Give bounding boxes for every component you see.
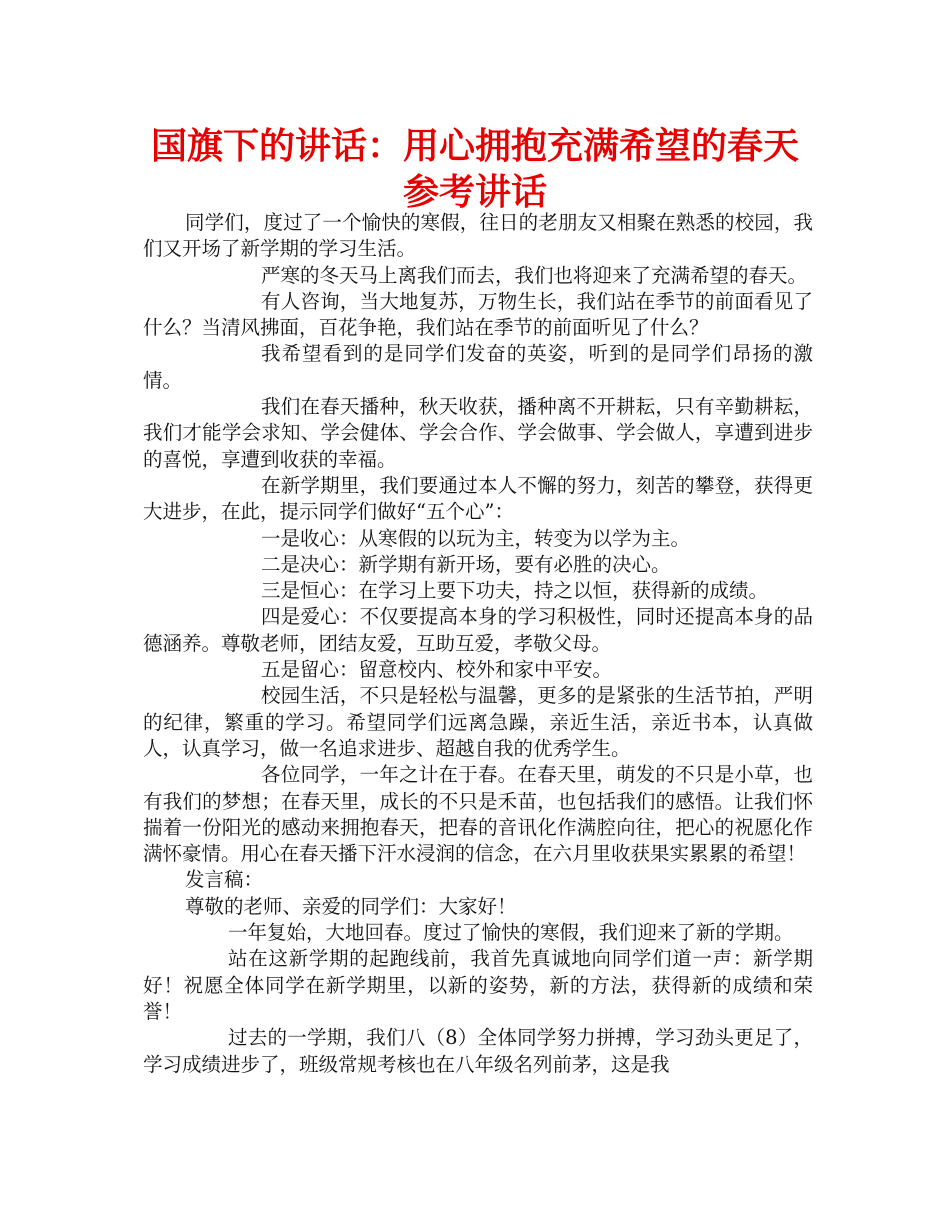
- paragraph: 在新学期里，我们要通过本人不懈的努力，刻苦的攀登，获得更大进步，在此，提示同学们做好“五个心”：: [143, 473, 813, 524]
- paragraph: 三是恒心：在学习上要下功夫，持之以恒，获得新的成绩。: [261, 579, 769, 603]
- paragraph: 严寒的冬天马上离我们而去，我们也将迎来了充满希望的春天。: [261, 263, 808, 287]
- paragraph: 我希望看到的是同学们发奋的英姿，听到的是同学们昂扬的激情。: [143, 342, 813, 392]
- paragraph: 同学们，度过了一个愉快的寒假，往日的老朋友又相聚在熟悉的校园，我们又开场了新学期的学习生活。: [143, 211, 813, 261]
- paragraph: 校园生活，不只是轻松与温馨，更多的是紧张的生活节拍，严明的纪律，繁重的学习。希望同学们远离急躁，亲近生活，亲近书本，认真做人，认真学习，做一名追求进步、超越自我的优秀学生。: [143, 684, 813, 760]
- paragraph: 发言稿：: [185, 868, 264, 892]
- paragraph: 有人咨询，当大地复苏，万物生长，我们站在季节的前面看见了什么？当清风拂面，百花争艳，我们站在季节的前面听见了什么？: [143, 289, 813, 340]
- document-subtitle: 参考讲话: [402, 172, 547, 213]
- paragraph: 五是留心：留意校内、校外和家中平安。: [261, 658, 613, 682]
- document-body: [143, 210, 813, 1078]
- paragraph: 过去的一学期，我们八（8）全体同学努力拼搏，学习劲头更足了，学习成绩进步了，班级常规考核也在八年级名列前茅，这是我: [143, 1026, 813, 1076]
- paragraph: 尊敬的老师、亲爱的同学们：大家好！: [185, 894, 517, 918]
- paragraph: 站在这新学期的起跑线前，我首先真诚地向同学们道一声：新学期好！祝愿全体同学在新学期里，以新的姿势，新的方法，获得新的成绩和荣誉！: [143, 947, 813, 1023]
- paragraph: 二是决心：新学期有新开场，要有必胜的决心。: [261, 552, 671, 576]
- paragraph: 各位同学，一年之计在于春。在春天里，萌发的不只是小草，也有我们的梦想；在春天里，成长的不只是禾苗，也包括我们的感悟。让我们怀揣着一份阳光的感动来拥抱春天，把春的音讯化作满腔向往，把心的祝愿化作满怀豪情。用心在春天播下汗水浸润的信念，在六月里收获果实累累的希望！: [143, 763, 813, 866]
- paragraph: 一年复始，大地回春。度过了愉快的寒假，我们迎来了新的学期。: [228, 921, 794, 945]
- document-title: 国旗下的讲话：用心拥抱充满希望的春天: [150, 126, 799, 167]
- paragraph: 我们在春天播种，秋天收获，播种离不开耕耘，只有辛勤耕耘，我们才能学会求知、学会健体、学会合作、学会做事、学会做人，享遭到进步的喜悦，享遭到收获的幸福。: [143, 395, 813, 471]
- paragraph: 四是爱心：不仅要提高本身的学习积极性，同时还提高本身的品德涵养。尊敬老师，团结友爱，互助互爱，孝敬父母。: [143, 605, 813, 655]
- paragraph: 一是收心：从寒假的以玩为主，转变为以学为主。: [261, 526, 691, 550]
